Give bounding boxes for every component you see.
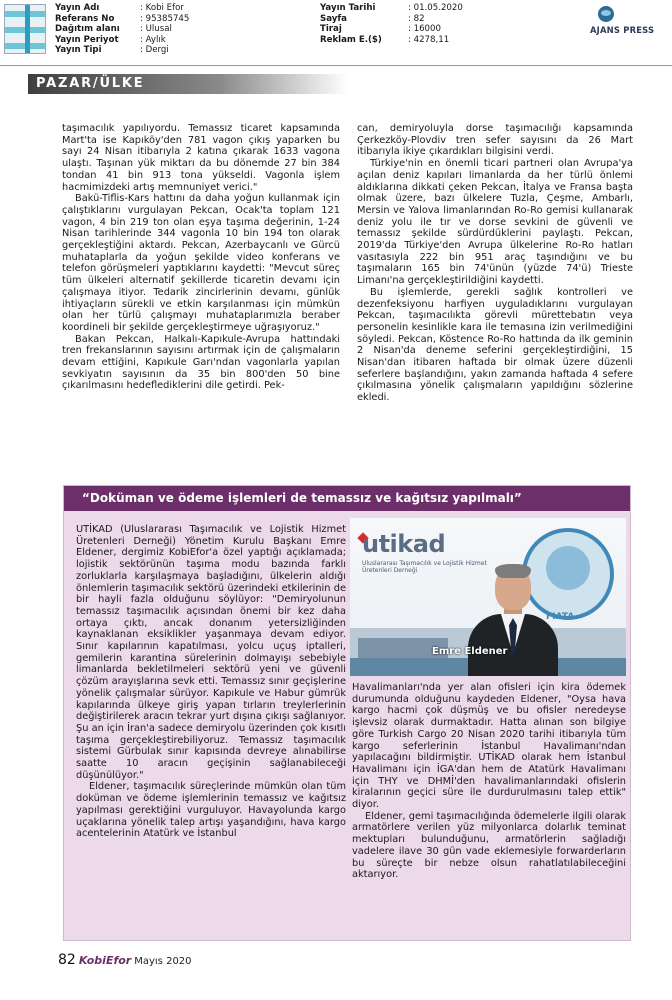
ajans-press-logo: AJANS PRESS bbox=[590, 6, 666, 40]
clipping-header bbox=[0, 0, 672, 76]
meta-row: Tiraj : 16000 bbox=[320, 24, 441, 35]
photo-brand-subtitle: Uluslararası Taşımacılık ve Lojistik Hizmet Üretenleri Derneği bbox=[362, 560, 487, 574]
paragraph: Bakü-Tiflis-Kars hattını da daha yoğun kullanmak için çalıştıklarını vurgulayan Pekcan, Ocak'ta toplam 121 vagon, 4 bin 219 ton olan eşya taşıma değerinin, 1-24 Nisan tarihlerinde 344 vagonla 10 bin 194 ton olarak gerçekleştiğini aktardı. Pekcan, Azerbaycanlı ve Gürcü muhataplarla da yoğun şekilde video konferans ve telefon görüşmeleri yaptıklarını kaydetti: "Mevcut süreç tüm ülkeleri alternatif şekillerde ticaretin devamı için çalışmaya itiyor. Tedarik zincirlerinin devamı, günlük ihtiyaçların sürekli ve etkin karşılanması için mümkün olan her türlü çalışmayı muhataplarımızla beraber koordineli bir şekilde gerçekleştirmeye uğraşıyoruz." bbox=[62, 193, 340, 333]
meta-row: Sayfa : 82 bbox=[320, 13, 425, 24]
meta-row: Yayın Tarihi : 01.05.2020 bbox=[320, 3, 463, 13]
paragraph: Bakan Pekcan, Halkalı-Kapıkule-Avrupa hattındaki tren frekanslarının sayısını artırmak için de çalışmaların devam ettiğini, Kapıkule Garı'ndan vagonlarla yapılan sevkiyatın sayısının da 35 bin 800'den 50 bine çıkarılmasını hedeflediklerini dile getirdi. Pek- bbox=[62, 333, 340, 392]
portrait-photo bbox=[350, 518, 626, 676]
issue-date: Mayıs 2020 bbox=[134, 956, 192, 967]
article-column-1 bbox=[62, 123, 340, 392]
meta-right bbox=[320, 3, 463, 45]
interview-box bbox=[63, 485, 631, 941]
paragraph: Eldener, taşımacılık süreçlerinde mümkün olan tüm doküman ve ödeme işlemlerinin temassız ve kağıtsız yapılması gerektiğini vurguluyor. Havayolunda kargo uçaklarına yönelik talep artışı yaşandığını, hava kargo acentelerinin Atatürk ve İstanbul bbox=[76, 781, 346, 840]
header-divider bbox=[0, 65, 672, 66]
meta-row: Yayın Adı : Kobi Efor bbox=[55, 3, 184, 13]
box-column-right bbox=[352, 682, 626, 881]
meta-row: Yayın Tipi : Dergi bbox=[55, 45, 169, 56]
page-thumbnail bbox=[4, 4, 46, 54]
section-label-bar bbox=[28, 74, 348, 94]
paragraph: taşımacılık yapılıyordu. Temassız ticaret kapsamında Mart'ta ise Kapıköy'den 781 vagon çıkış yaparken bu sayı 24 Nisan itibarıyla 2 katına çıkarak 1633 vagona ulaştı. Taşınan yük miktarı da bu dönemde 27 bin 384 tondan 41 bin 913 tona yükseldi. Vagonla işlem hacmimizdeki artış memnuniyet verici." bbox=[62, 123, 340, 193]
paragraph: Havalimanları'nda yer alan ofisleri için kira ödemek durumunda olduğunu kaydeden Eldener, "Oysa hava kargo hacmi çok düşmüş ve bu ofisler neredeyse işlevsiz olarak durmaktadır. Hatta alınan son bilgiye göre Turkish Cargo 20 Nisan 2020 tarihi itibarıyla tüm kargo seferlerinin İstanbul Havalimanı'ndan yapılacağını bildirmiştir. UTİKAD olarak hem İstanbul Havalimanı için İGA'dan hem de Atatürk Havalimanı için THY ve DHMİ'den havalimanlarındaki ofislerin kiralarının geçici süre ile durdurulmasını talep ettik" diyor. bbox=[352, 682, 626, 811]
paragraph: Bu işlemlerde, gerekli sağlık kontrolleri ve dezenfeksiyonu harfiyen uyguladıklarını vurgulayan Pekcan, taşımacılıkta görevli mürettebatın veya personelin kesinlikle kara ile temasına izin verilmediğini söyledi. Pekcan, Köstence Ro-Ro hattında da ilk geminin 2 Nisan'da deneme seferini gerçekleştirdiğini, 15 Nisan'dan itibaren haftada bir olmak üzere düzenli seferlere başlandığını, yakın zamanda haftada 4 sefere çıkılmasına yönelik çalışmaların yapıldığını sözlerine ekledi. bbox=[357, 286, 633, 404]
box-column-left bbox=[76, 524, 346, 840]
paragraph: Türkiye'nin en önemli ticari partneri olan Avrupa'ya açılan deniz kapıları limanlarda da her türlü önlemi aldıklarına dikkati çeken Pekcan, İtalya ve Fransa başta olmak üzere, bazı ülkelere Tuzla, Çeşme, Ambarlı, Mersin ve Yalova limanlarından Ro-Ro gemisi kullanarak deniz yolu ile tır ve dorse sevkini de güvenli ve temassız şekilde sürdürdüklerini paylaştı. Pekcan, 2019'da Türkiye'den Avrupa ülkelerine Ro-Ro hatları vasıtasıyla 222 bin 951 araç taşındığını ve bu taşımaların 165 bin 74'ünün (yüzde 74'ü) Trieste Limanı'na gerçekleştirildiğini kaydetti. bbox=[357, 158, 633, 287]
paragraph: UTİKAD (Uluslararası Taşımacılık ve Lojistik Hizmet Üretenleri Derneği) Yönetim Kurulu Başkanı Emre Eldener, dergimiz KobiEfor'a özel yaptığı açıklamada; lojistik sektörünün taşıma modu bazında farklı zorluklarla karşılaşmaya başladığını, ülkelerin aldığı önlemlerin taşımacılık sektörü üzerindeki etkilerinin de bir hayli fazla olduğunu söylüyor: "Demiryolunun temassız taşımacılık açısından önemi bir kez daha ortaya çıktı, ancak donanım yetersizliğinden kaynaklanan eksiklikler yaşanmaya devam ediyor. Sınır kapılarının kapatılması, yolcu uçuş iptalleri, gemilerin karantina sürelerinin dolmayışı sebebiyle limanlarda bekletilmeleri sektörü yeni ve güvenli çözüm arayışlarına sevk etti. Temassız sınır geçişlerine yönelik çalışmalar sürüyor. Kapıkule ve Habur gümrük kapılarında ülkeye giriş yapan tırların treylerlerinin değiştirilerek aracın tekrar yurt dışına çıkışı sağlanıyor. Şu an için İran'a sadece demiryolu üzerinden çok kısıtlı taşıma gerçekleştirebiliyoruz. Temassız taşımacılık sistemi Gürbulak sınır kapısında devreye alınabilirse saatte 10 aracın geçişinin sağlanabileceği düşünülüyor." bbox=[76, 524, 346, 781]
globe-icon bbox=[598, 6, 614, 22]
magazine-brand: KobiEfor bbox=[78, 954, 132, 967]
meta-row: Yayın Periyot : Aylık bbox=[55, 34, 166, 45]
section-label: PAZAR/ÜLKE bbox=[36, 76, 145, 91]
box-title: “Doküman ve ödeme işlemleri de temassız ve kağıtsız yapılmalı” bbox=[64, 486, 630, 511]
emblem-text: FIATA bbox=[546, 612, 575, 622]
photo-caption: Emre Eldener bbox=[432, 646, 508, 657]
page-footer bbox=[58, 949, 358, 968]
meta-row: Dağıtım alanı : Ulusal bbox=[55, 24, 172, 35]
paragraph: Eldener, gemi taşımacılığında ödemelerle ilgili olarak armatörlere verilen yüz milyonlarca dolarlık teminat mektupları bulunduğunu, armatörlerin sağladığı vadelere ilave 30 gün vade eklemesiyle forwarderların bu süreçte bir nebze olsun rahatlatılabileceğini aktarıyor. bbox=[352, 810, 626, 881]
page-number: 82 bbox=[58, 952, 76, 968]
meta-row: Referans No : 95385745 bbox=[55, 13, 190, 24]
article-column-2 bbox=[357, 123, 633, 404]
person-figure bbox=[468, 566, 558, 676]
paragraph: can, demiryoluyla dorse taşımacılığı kapsamında Çerkezköy-Plovdiv tren sefer sayısını da 26 Mart itibarıyla ikiye çıkardıkları bilgisini verdi. bbox=[357, 123, 633, 158]
meta-row: Reklam E.($) : 4278,11 bbox=[320, 34, 450, 45]
meta-left bbox=[55, 3, 189, 56]
photo-brand: utikad bbox=[362, 530, 446, 558]
